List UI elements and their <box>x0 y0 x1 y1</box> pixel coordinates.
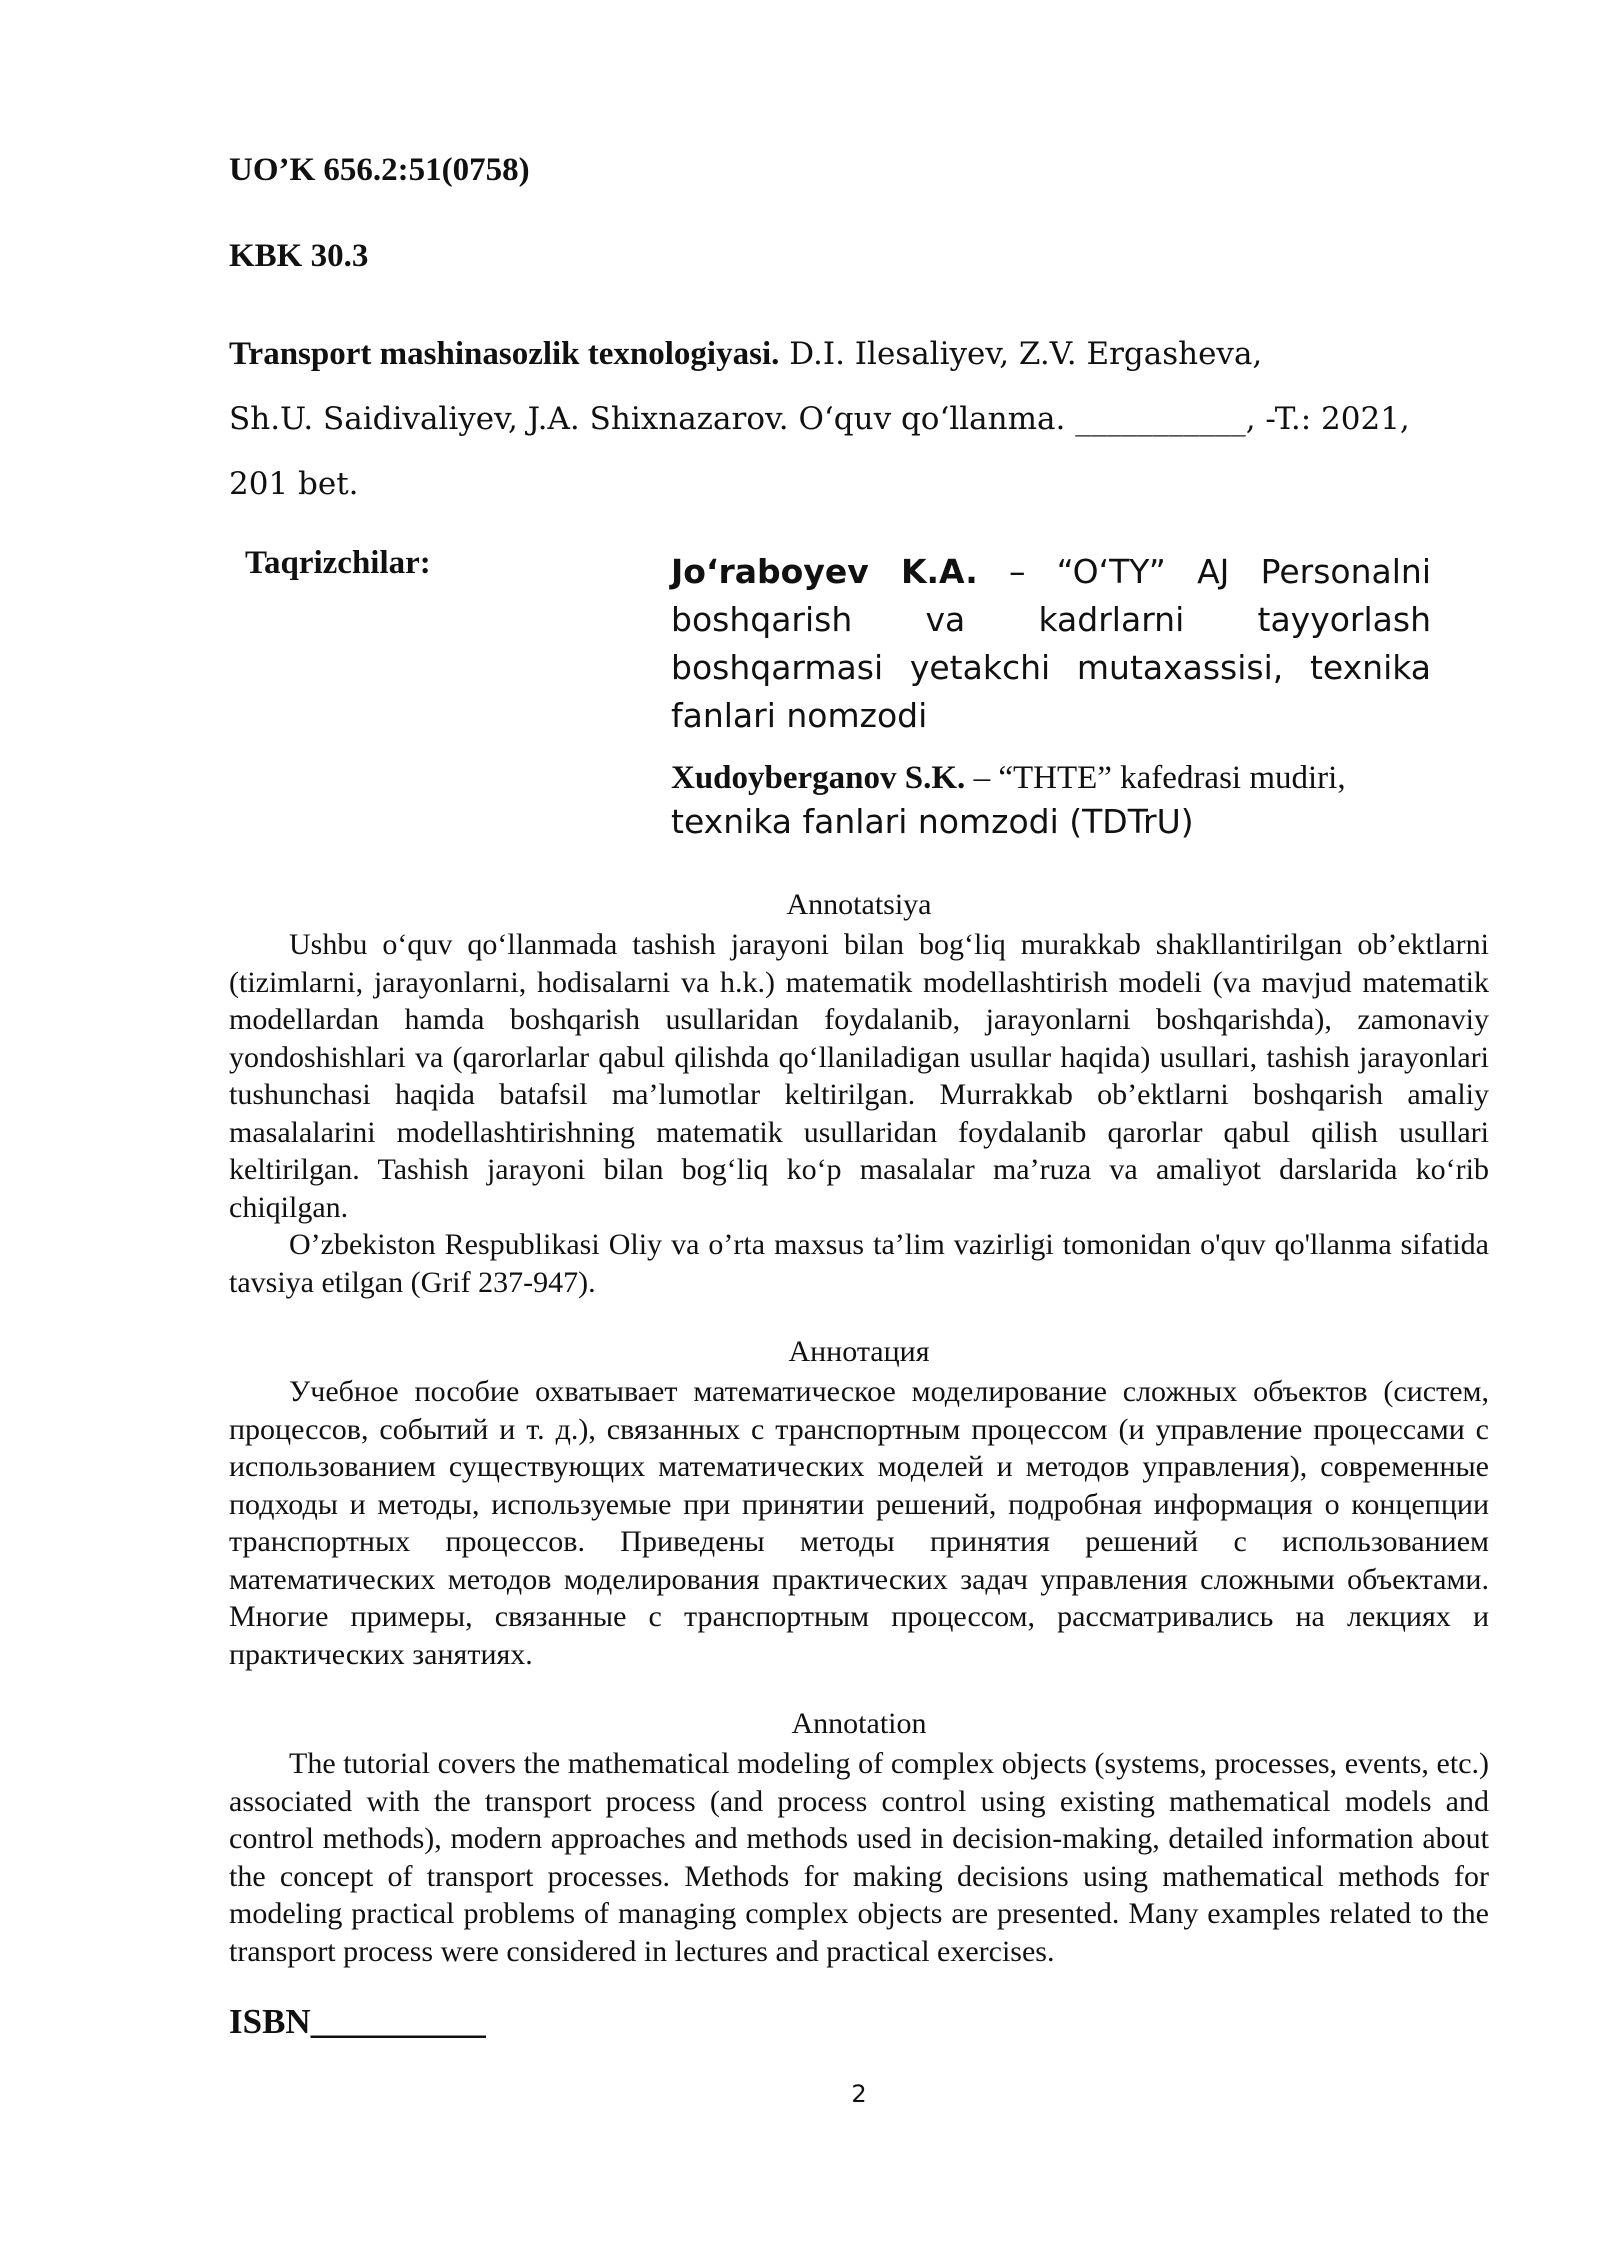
annotation-en-body <box>229 1745 1489 1970</box>
reviewer-affiliation: – “O‘TY” AJ Personalni boshqarish va kadrlarni tayyorlash boshqarmasi yetakchi mutaxassisi, texnika fanlari nomzodi <box>671 552 1431 735</box>
reviewer-entry <box>671 756 1431 844</box>
reviewer-affiliation: – “THTE” kafedrasi mudiri, <box>965 760 1346 796</box>
bibliographic-record <box>229 322 1489 517</box>
reviewer-name: Xudoyberganov S.K. <box>671 760 966 796</box>
annotation-ru-body <box>229 1373 1489 1673</box>
kbk-code: KBK 30.3 <box>229 238 369 274</box>
annotation-uz-title: Annotatsiya <box>786 888 932 921</box>
authors-line-1: D.I. Ilesaliyev, Z.V. Ergasheva, <box>779 336 1263 372</box>
annotation-uz-body <box>229 926 1489 1301</box>
annotation-uz-paragraph: O’zbekiston Respublikasi Oliy va o’rta maxsus ta’lim vazirligi tomonidan o'quv qo'llanma sifatida tavsiya etilgan (Grif 237-947). <box>229 1228 1489 1299</box>
book-title: Transport mashinasozlik texnologiyasi. <box>229 336 780 372</box>
udk-code: UO’K 656.2:51(0758) <box>229 152 530 188</box>
annotation-ru-title: Аннотация <box>788 1335 930 1368</box>
authors-line-2: Sh.U. Saidivaliyev, J.A. Shixnazarov. O‘quv qo‘llanma. ___________, -T.: 2021, <box>229 401 1410 437</box>
reviewer-entry <box>671 548 1431 740</box>
document-page <box>229 0 1489 2262</box>
reviewer-degree: texnika fanlari nomzodi (TDTrU) <box>671 802 1194 841</box>
page-count: 201 bet. <box>229 466 359 502</box>
annotation-ru-paragraph: Учебное пособие охватывает математическое моделирование сложных объектов (систем, процессов, событий и т. д.), связанных с транспортным процессом (и управление процессами с использованием существующих математических моделей и методов управления), современные подходы и методы, используемые при принятии решений, подробная информация о концепции транспортных процессов. Приведены методы принятия решений с использованием математических методов моделирования практических задач управления сложными объектами. Многие примеры, связанные с транспортным процессом, рассматривались на лекциях и практических занятиях. <box>229 1375 1489 1671</box>
page-number: 2 <box>851 2080 867 2108</box>
isbn: ISBN__________ <box>229 2002 486 2041</box>
annotation-en-title: Annotation <box>791 1707 927 1740</box>
annotation-uz-paragraph: Ushbu o‘quv qo‘llanmada tashish jarayoni bilan bog‘liq murakkab shakllantirilgan ob’ektlarni (tizimlarni, jarayonlarni, hodisalarni va h.k.) matematik modellashtirish modeli (va mavjud matematik modellardan hamda boshqarish usullaridan foydalanib, jarayonlarni boshqarishda), zamonaviy yondoshishlari va (qarorlarlar qabul qilishda qo‘llaniladigan usullar haqida) usullari, tashish jarayonlari tushunchasi haqida batafsil ma’lumotlar keltirilgan. Murrakkab ob’ektlarni boshqarish amaliy masalalarini modellashtirishning matematik usullaridan foydalanib qarorlar qabul qilish usullari keltirilgan. Tashish jarayoni bilan bog‘liq ko‘p masalalar ma’ruza va amaliyot darslarida ko‘rib chiqilgan. <box>229 928 1489 1224</box>
reviewer-name: Jo‘raboyev K.A. <box>671 552 978 591</box>
reviewers-list <box>671 548 1431 844</box>
annotation-en-paragraph: The tutorial covers the mathematical modeling of complex objects (systems, processes, events, etc.) associated with the transport process (and process control using existing mathematical models and control methods), modern approaches and methods used in decision-making, detailed information about the concept of transport processes. Methods for making decisions using mathematical methods for modeling practical problems of managing complex objects are presented. Many examples related to the transport process were considered in lectures and practical exercises. <box>229 1747 1489 1968</box>
bib-line-1 <box>229 322 1489 387</box>
reviewers-label: Taqrizchilar: <box>245 545 431 581</box>
